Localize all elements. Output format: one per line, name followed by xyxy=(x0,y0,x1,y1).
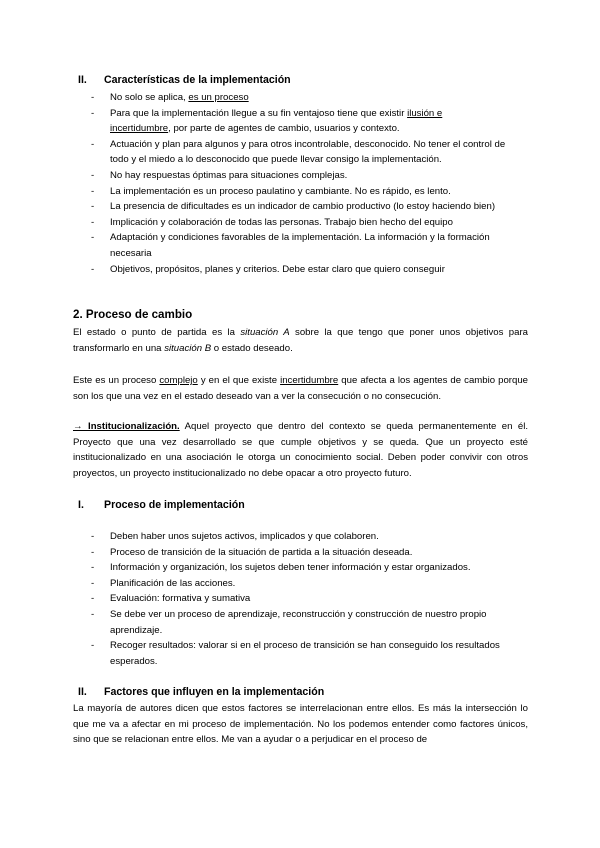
list-item: - Evaluación: formativa y sumativa xyxy=(0,591,528,607)
list-item: - Actuación y plan para algunos y para otros incontrolable, desconocido. No tener el control de todo y el miedo a lo desconocido que puede llevar consigo la implementación. xyxy=(0,137,528,168)
list-item: - Implicación y colaboración de todas las personas. Trabajo bien hecho del equipo xyxy=(0,215,528,231)
list-item: - Planificación de las acciones. xyxy=(0,576,528,592)
list-item: - No solo se aplica, es un proceso xyxy=(0,90,528,106)
proceso-implementacion-list xyxy=(0,529,528,669)
section-heading-factores xyxy=(78,686,324,698)
section-heading-proceso-implementacion xyxy=(78,499,245,511)
section-title: Proceso de implementación xyxy=(104,499,245,511)
section-number: II. xyxy=(78,686,87,698)
list-item: - Para que la implementación llegue a su fin ventajoso tiene que existir ilusión e incertidumbre, por parte de agentes de cambio, usuarios y contexto. xyxy=(0,106,528,137)
list-item: - Deben haber unos sujetos activos, implicados y que colaboren. xyxy=(0,529,528,545)
institucionalizacion-term: → Institucionalización. xyxy=(73,421,180,432)
caracteristicas-list xyxy=(0,90,528,277)
paragraph-proceso-complejo: Este es un proceso complejo y en el que existe incertidumbre que afecta a los agentes de cambio porque son los que una vez en el estado deseado van a ver la consecución o no consecución. xyxy=(73,375,529,402)
list-item: - Proceso de transición de la situación de partida a la situación deseada. xyxy=(0,545,528,561)
section-number: II. xyxy=(78,74,87,86)
list-item: - La implementación es un proceso paulatino y cambiante. No es rápido, es lento. xyxy=(0,184,528,200)
paragraph-estado-partida: El estado o punto de partida es la situación A sobre la que tengo que poner unos objetivos para transformarlo en una situación B o estado deseado. xyxy=(73,327,528,354)
paragraph-factores: La mayoría de autores dicen que estos factores se interrelacionan entre ellos. Es más la intersección lo que me va a afectar en mi proceso de implementación. No los podemos entender como factores únicos, sino que se relacionan entre ellos. Me van a ayudar o a perjudicar en el proceso de xyxy=(73,703,528,746)
list-item: - Información y organización, los sujetos deben tener información y estar organizados. xyxy=(0,560,528,576)
list-item: - Objetivos, propósitos, planes y criterios. Debe estar claro que quiero conseguir xyxy=(0,262,528,278)
paragraph-institucionalizacion: → Institucionalización. Aquel proyecto que dentro del contexto se queda permanentemente en él. Proyecto que una vez desarrollado se que cumple objetivos y se queda. Que un proyecto esté institucionalizado en una asociación le otorga un conocimiento social. Deben poder convivir con otros proyectos, un proyecto institucionalizado no debe opacar a otro proyecto futuro. xyxy=(73,421,529,479)
list-item: - Recoger resultados: valorar si en el proceso de transición se han conseguido los resultados esperados. xyxy=(0,638,528,669)
section-title: Factores que influyen en la implementación xyxy=(104,686,325,698)
list-item: - La presencia de dificultades es un indicador de cambio productivo (lo estoy haciendo bien) xyxy=(0,199,528,215)
list-item: - Adaptación y condiciones favorables de la implementación. La información y la formación necesaria xyxy=(0,230,528,261)
section-heading-caracteristicas xyxy=(78,74,291,86)
heading-proceso-de-cambio: 2. Proceso de cambio xyxy=(73,308,193,321)
section-number: I. xyxy=(78,499,84,511)
section-title: Características de la implementación xyxy=(104,74,291,86)
list-item: - No hay respuestas óptimas para situaciones complejas. xyxy=(0,168,528,184)
list-item: - Se debe ver un proceso de aprendizaje, reconstrucción y construcción de nuestro propio aprendizaje. xyxy=(0,607,528,638)
